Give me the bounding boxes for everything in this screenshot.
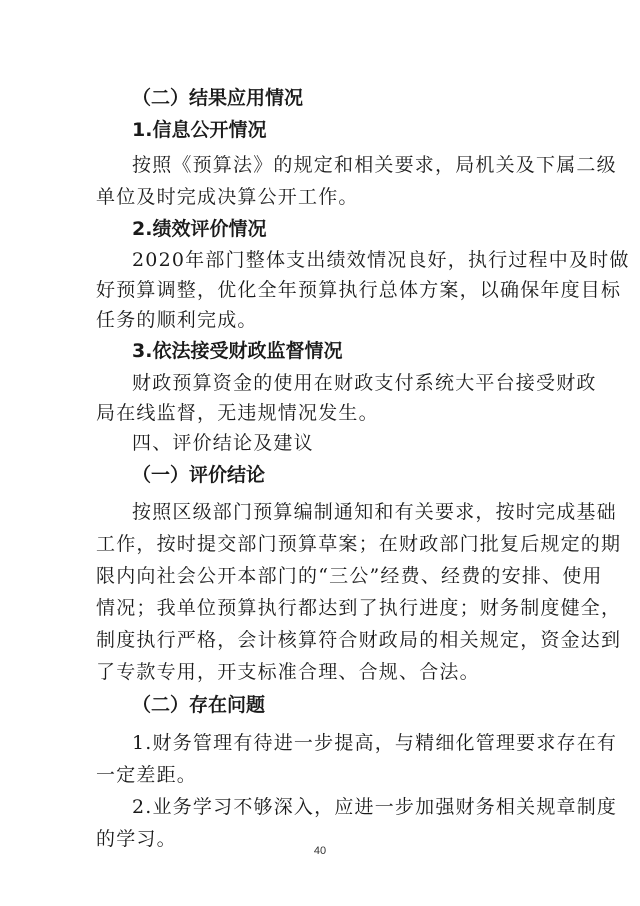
- paragraph-line: 限内向社会公开本部门的“三公”经费、经费的安排、使用: [96, 565, 603, 587]
- paragraph-line: 任务的顺利完成。: [96, 309, 258, 331]
- section-heading-results-application: （二）结果应用情况: [132, 87, 304, 109]
- subheading-financial-supervision: 3.依法接受财政监督情况: [132, 340, 343, 362]
- paragraph-line: 一定差距。: [96, 764, 198, 786]
- paragraph-line: 制度执行严格，会计核算符合财政局的相关规定，资金达到: [96, 629, 622, 651]
- paragraph-line: 2020年部门整体支出绩效情况良好，执行过程中及时做: [132, 249, 630, 271]
- page-number: 40: [313, 845, 327, 857]
- section-heading-conclusion-suggestions: 四、评价结论及建议: [132, 432, 314, 454]
- paragraph-line: 按照区级部门预算编制通知和有关要求，按时完成基础: [132, 501, 617, 523]
- paragraph-line: 情况；我单位预算执行都达到了执行进度；财务制度健全，: [96, 597, 622, 619]
- subheading-existing-problems: （二）存在问题: [132, 694, 266, 716]
- subheading-info-disclosure: 1.信息公开情况: [132, 119, 267, 141]
- paragraph-line: 按照《预算法》的规定和相关要求，局机关及下属二级: [132, 154, 617, 176]
- paragraph-line: 财政预算资金的使用在财政支付系统大平台接受财政: [132, 372, 597, 394]
- paragraph-line: 工作，按时提交部门预算草案；在财政部门批复后规定的期: [96, 533, 622, 555]
- paragraph-line: 1.财务管理有待进一步提高，与精细化管理要求存在有: [132, 732, 618, 754]
- subheading-evaluation-conclusion: （一）评价结论: [132, 464, 266, 486]
- paragraph-line: 好预算调整，优化全年预算执行总体方案，以确保年度目标: [96, 279, 622, 301]
- paragraph-line: 2.业务学习不够深入，应进一步加强财务相关规章制度: [132, 796, 618, 818]
- paragraph-line: 了专款专用，开支标准合理、合规、合法。: [96, 661, 480, 683]
- paragraph-line: 局在线监督，无违规情况发生。: [96, 402, 379, 424]
- subheading-performance-evaluation: 2.绩效评价情况: [132, 218, 267, 240]
- paragraph-line: 单位及时完成决算公开工作。: [96, 186, 359, 208]
- paragraph-line: 的学习。: [96, 828, 177, 850]
